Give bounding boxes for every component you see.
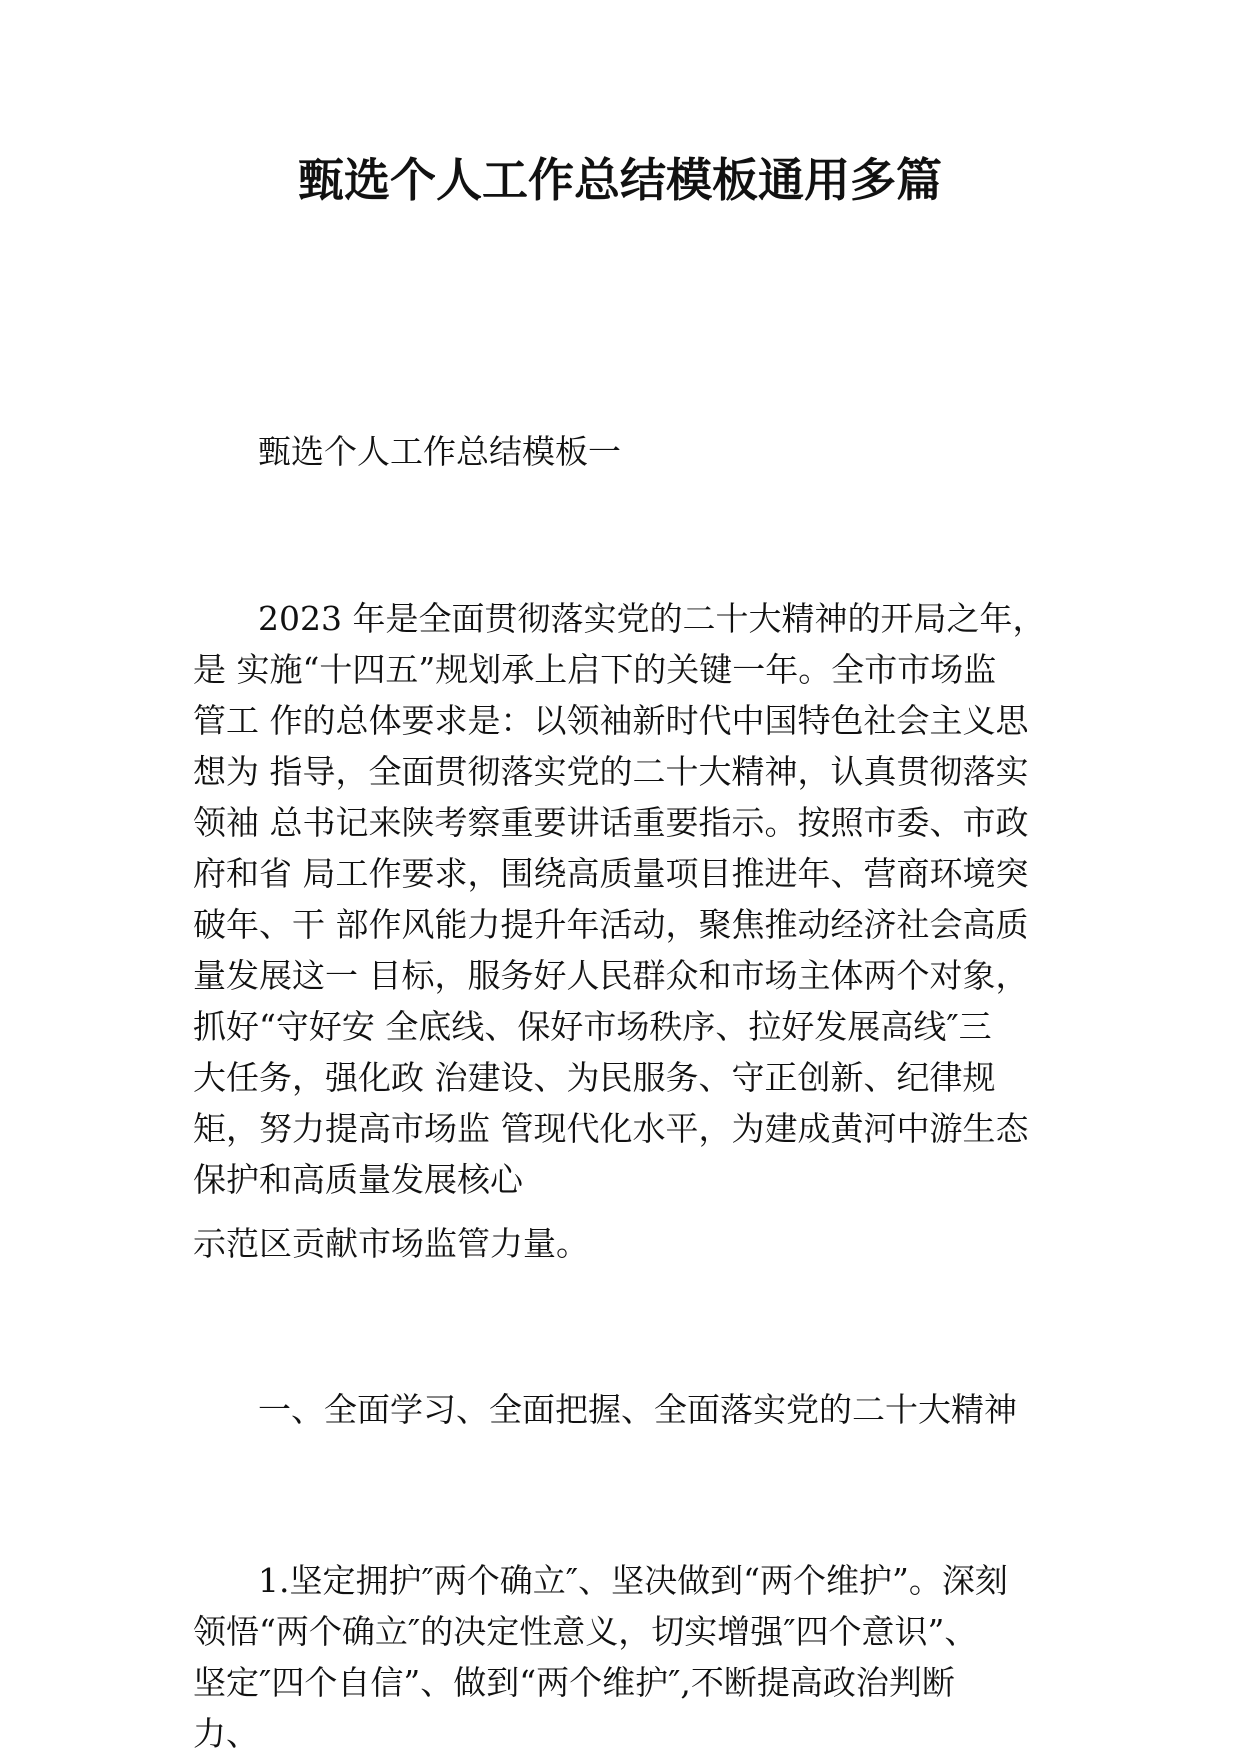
subheading-1: 一、全面学习、全面把握、全面落实党的二十大精神 (258, 1390, 1017, 1429)
section-heading: 甄选个人工作总结模板一 (258, 432, 621, 471)
paragraph-line: 矩，努力提高市场监 管现代化水平，为建成黄河中游生态 (193, 1109, 1029, 1148)
paragraph-1-tail: 示范区贡献市场监管力量。 (193, 1224, 589, 1263)
paragraph-line: 领袖 总书记来陕考察重要讲话重要指示。按照市委、市政 (193, 803, 1029, 842)
paragraph-line: 是 实施“十四五”规划承上启下的关键一年。全市市场监 (193, 650, 997, 689)
paragraph-line: 管工 作的总体要求是：以领袖新时代中国特色社会主义思 (193, 701, 1029, 740)
item-line: 坚定″四个自信”、做到“两个维护″,不断提高政治判断 (193, 1663, 955, 1702)
paragraph-line: 破年、干 部作风能力提升年活动，聚焦推动经济社会高质 (193, 905, 1029, 944)
paragraph-line: 抓好“守好安 全底线、保好市场秩序、拉好发展高线″三 (193, 1007, 992, 1046)
paragraph-line: 想为 指导，全面贯彻落实党的二十大精神，认真贯彻落实 (193, 752, 1029, 791)
paragraph-line: 2023 年是全面贯彻落实党的二十大精神的开局之年， (258, 599, 1046, 638)
document-title: 甄选个人工作总结模板通用多篇 (298, 153, 942, 207)
paragraph-line: 量发展这一 目标，服务好人民群众和市场主体两个对象， (193, 956, 1029, 995)
paragraph-line: 保护和高质量发展核心 (193, 1160, 523, 1199)
item-line: 力、 (193, 1714, 259, 1753)
paragraph-line: 府和省 局工作要求，围绕高质量项目推进年、营商环境突 (193, 854, 1029, 893)
paragraph-line: 大任务，强化政 治建设、为民服务、守正创新、纪律规 (193, 1058, 996, 1097)
item-line: 领悟“两个确立″的决定性意义，切实增强″四个意识”、 (193, 1612, 978, 1651)
item-line: 1.坚定拥护″两个确立″、坚决做到“两个维护”。深刻 (258, 1561, 1008, 1600)
